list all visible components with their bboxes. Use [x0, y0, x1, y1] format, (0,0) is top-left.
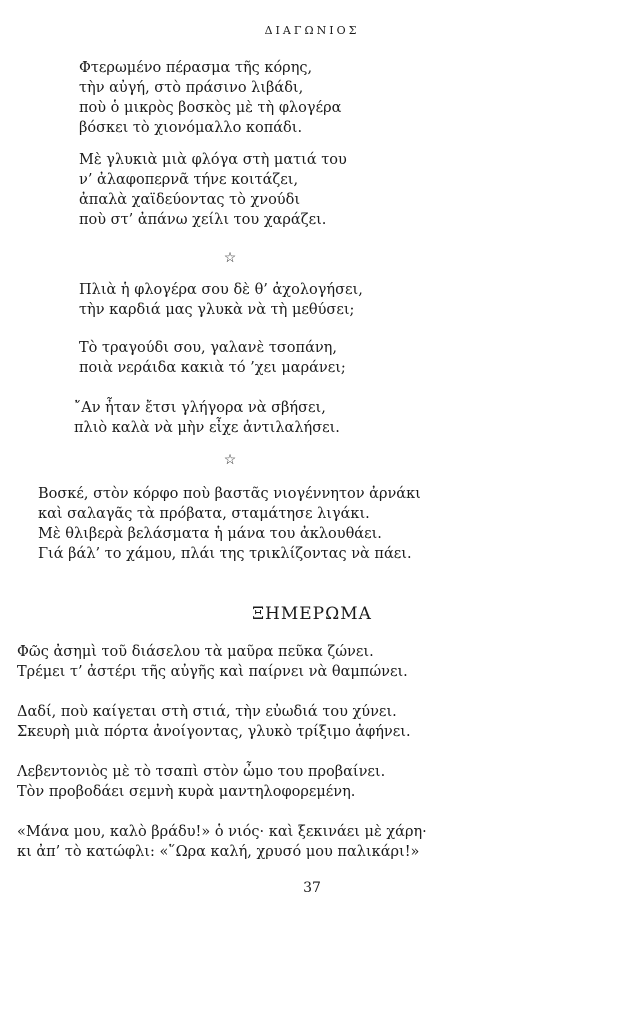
poem1-stanza-2: [79, 150, 347, 230]
poem2-stanza-4: [17, 822, 427, 862]
ornament-star-icon: ☆: [223, 250, 237, 266]
poem1-stanza-6: [38, 484, 421, 564]
poem-title: ΞΗΜΕΡΩΜΑ: [252, 604, 372, 624]
verse-line: βόσκει τὸ χιονόμαλλο κοπάδι.: [79, 120, 303, 136]
poem2-stanza-2: [17, 702, 411, 742]
poem1-stanza-4: [79, 338, 346, 378]
verse-line: Γιά βάλ’ το χάμου, πλάι της τρικλίζοντας νὰ πάει.: [38, 546, 412, 562]
verse-line: Τὸ τραγούδι σου, γαλανὲ τσοπάνη,: [79, 340, 337, 356]
ornament-star-icon: ☆: [223, 452, 237, 468]
verse-line: Λεβεντονιὸς μὲ τὸ τσαπὶ στὸν ὦμο του προβαίνει.: [17, 764, 386, 780]
page-number: 37: [303, 880, 321, 896]
verse-line: Σκευρὴ μιὰ πόρτα ἀνοίγοντας, γλυκὸ τρίξιμο ἀφήνει.: [17, 724, 411, 740]
poem2-stanza-3: [17, 762, 385, 802]
verse-line: πλιὸ καλὰ νὰ μὴν εἶχε ἀντιλαλήσει.: [74, 420, 340, 436]
verse-line: «Μάνα μου, καλὸ βράδυ!» ὁ νιός· καὶ ξεκινάει μὲ χάρη·: [17, 824, 427, 840]
verse-line: Πλιὰ ἡ φλογέρα σου δὲ θ’ ἀχολογήσει,: [79, 282, 363, 298]
poem1-stanza-1: [79, 58, 341, 138]
verse-line: καὶ σαλαγᾶς τὰ πρόβατα, σταμάτησε λιγάκι.: [38, 506, 370, 522]
verse-line: Φτερωμένο πέρασμα τῆς κόρης,: [79, 60, 313, 76]
verse-line: Φῶς ἀσημὶ τοῦ διάσελου τὰ μαῦρα πεῦκα ζώνει.: [17, 644, 374, 660]
verse-line: Μὲ θλιβερὰ βελάσματα ἡ μάνα του ἀκλουθάει.: [38, 526, 382, 542]
verse-line: ἀπαλὰ χαϊδεύοντας τὸ χνούδι: [79, 192, 301, 208]
verse-line: Δαδί, ποὺ καίγεται στὴ στιά, τὴν εὐωδιά του χύνει.: [17, 704, 397, 720]
verse-line: Τὸν προβοδάει σεμνὴ κυρὰ μαντηλοφορεμένη.: [17, 784, 356, 800]
verse-line: κι ἀπ’ τὸ κατώφλι: «῞Ωρα καλή, χρυσό μου παλικάρι!»: [17, 844, 420, 860]
verse-line: τὴν καρδιά μας γλυκὰ νὰ τὴ μεθύσει;: [79, 302, 355, 318]
verse-line: τὴν αὐγή, στὸ πράσινο λιβάδι,: [79, 80, 304, 96]
poem1-stanza-3: [79, 280, 363, 320]
poem2-stanza-1: [17, 642, 408, 682]
verse-line: ποὺ ὁ μικρὸς βοσκὸς μὲ τὴ φλογέρα: [79, 100, 342, 116]
verse-line: Μὲ γλυκιὰ μιὰ φλόγα στὴ ματιά του: [79, 152, 347, 168]
verse-line: Τρέμει τ’ ἀστέρι τῆς αὐγῆς καὶ παίρνει νὰ θαμπώνει.: [17, 664, 408, 680]
running-head: ΔΙΑΓΩΝΙΟΣ: [264, 24, 360, 37]
verse-line: ν’ ἀλαφοπερνᾶ τήνε κοιτάζει,: [79, 172, 299, 188]
poem1-stanza-5: [74, 398, 340, 438]
verse-line: ποιὰ νεράιδα κακιὰ τό ’χει μαράνει;: [79, 360, 346, 376]
verse-line: ῎Αν ἦταν ἔτσι γλήγορα νὰ σβήσει,: [74, 400, 326, 416]
verse-line: ποὺ στ’ ἀπάνω χείλι του χαράζει.: [79, 212, 327, 228]
verse-line: Βοσκέ, στὸν κόρφο ποὺ βαστᾶς νιογέννητον ἀρνάκι: [38, 486, 421, 502]
